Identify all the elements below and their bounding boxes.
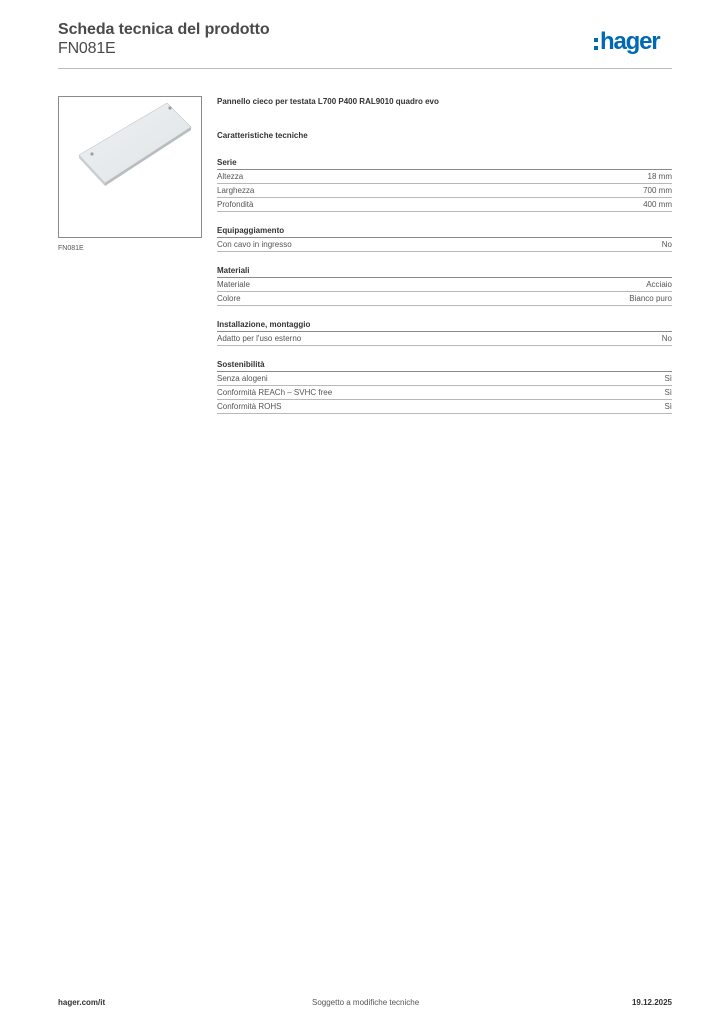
spec-label: Larghezza (217, 186, 255, 195)
spec-value: 700 mm (643, 186, 672, 195)
spec-section-installazione (217, 319, 672, 346)
spec-label: Con cavo in ingresso (217, 240, 292, 249)
section-title: Sostenibilità (217, 359, 672, 372)
product-description: Pannello cieco per testata L700 P400 RAL9010 quadro evo (217, 97, 439, 106)
spec-row (217, 278, 672, 292)
spec-value: Sì (664, 402, 672, 411)
spec-section-serie (217, 157, 672, 212)
spec-label: Colore (217, 294, 241, 303)
spec-section-materiali (217, 265, 672, 306)
spec-value: Acciaio (646, 280, 672, 289)
spec-label: Profondità (217, 200, 254, 209)
spec-label: Altezza (217, 172, 244, 181)
spec-row (217, 292, 672, 306)
spec-value: No (661, 240, 672, 249)
spec-row (217, 170, 672, 184)
spec-heading: Caratteristiche tecniche (217, 131, 308, 140)
product-image (58, 96, 202, 238)
logo-text: hager (600, 28, 660, 55)
image-caption: FN081E (58, 245, 84, 252)
spec-value: Sì (664, 388, 672, 397)
product-panel-icon (59, 97, 201, 237)
spec-content (217, 96, 672, 414)
section-title: Equipaggiamento (217, 225, 672, 238)
page-title: Scheda tecnica del prodotto (58, 21, 270, 38)
spec-row (217, 400, 672, 414)
spec-row (217, 198, 672, 212)
footer-notice: Soggetto a modifiche tecniche (312, 998, 420, 1007)
product-code: FN081E (58, 40, 116, 57)
spec-section-sostenibilita (217, 359, 672, 414)
spec-value: 400 mm (643, 200, 672, 209)
spec-row (217, 238, 672, 252)
spec-label: Conformità ROHS (217, 402, 282, 411)
spec-row (217, 372, 672, 386)
section-title: Materiali (217, 265, 672, 278)
spec-value: Bianco puro (629, 294, 672, 303)
spec-section-equipaggiamento (217, 225, 672, 252)
spec-value: 18 mm (647, 172, 672, 181)
spec-label: Adatto per l'uso esterno (217, 334, 302, 343)
section-title: Serie (217, 157, 672, 170)
section-title: Installazione, montaggio (217, 319, 672, 332)
spec-value: No (661, 334, 672, 343)
spec-label: Conformità REACh – SVHC free (217, 388, 333, 397)
logo-colon-icon (594, 38, 598, 50)
header-divider (58, 68, 672, 69)
spec-row (217, 386, 672, 400)
spec-label: Senza alogeni (217, 374, 268, 383)
spec-value: Sì (664, 374, 672, 383)
spec-row (217, 184, 672, 198)
spec-label: Materiale (217, 280, 250, 289)
spec-row (217, 332, 672, 346)
hager-logo (594, 26, 674, 58)
footer-date: 19.12.2025 (631, 998, 672, 1007)
footer-website-link[interactable]: hager.com/it (58, 998, 106, 1007)
